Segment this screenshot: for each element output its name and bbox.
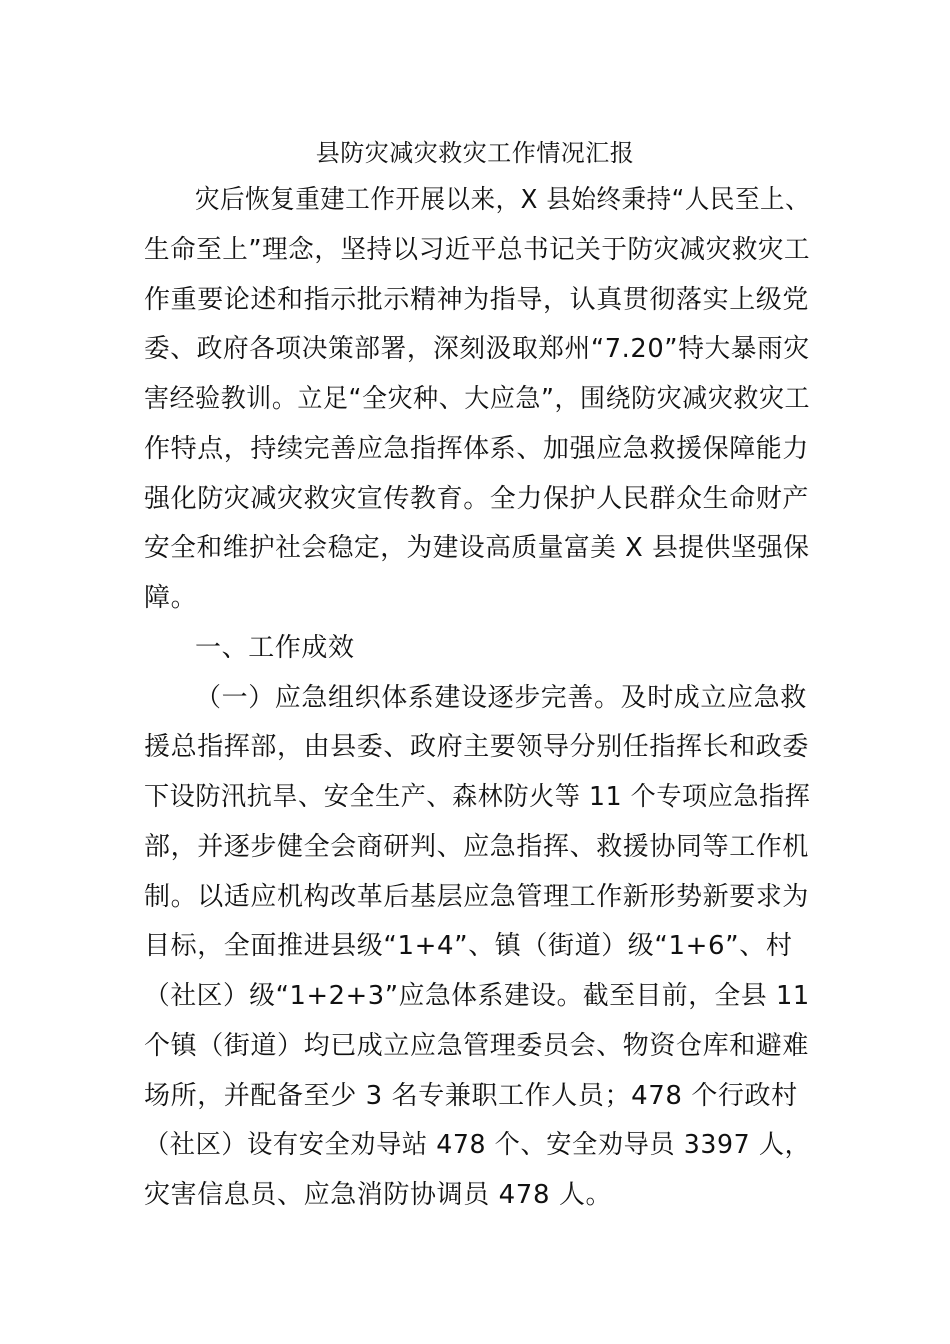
paragraph-line: 强化防灾减灾救灾宣传教育。全力保护人民群众生命财产 <box>144 484 810 514</box>
paragraph-line: 安全和维护社会稳定，为建设高质量富美 X 县提供坚强保 <box>144 533 810 563</box>
paragraph-line: 障。 <box>144 583 198 613</box>
paragraph-line: 灾害信息员、应急消防协调员 478 人。 <box>144 1180 613 1210</box>
paragraph-line: （社区）设有安全劝导站 478 个、安全劝导员 3397 人， <box>144 1130 811 1160</box>
paragraph-line: 作重要论述和指示批示精神为指导，认真贯彻落实上级党 <box>144 285 810 315</box>
paragraph-line: 下设防汛抗旱、安全生产、森林防火等 11 个专项应急指挥 <box>144 782 811 812</box>
paragraph-line: （一）应急组织体系建设逐步完善。及时成立应急救 <box>195 683 807 713</box>
paragraph-line: 援总指挥部，由县委、政府主要领导分别任指挥长和政委 <box>144 732 810 762</box>
paragraph-line: 场所，并配备至少 3 名专兼职工作人员；478 个行政村 <box>144 1081 798 1111</box>
paragraph-line: 委、政府各项决策部署，深刻汲取郑州“7.20”特大暴雨灾 <box>144 334 810 364</box>
paragraph-line: 作特点，持续完善应急指挥体系、加强应急救援保障能力 <box>144 434 810 464</box>
paragraph-line: 目标，全面推进县级“1+4”、镇（街道）级“1+6”、村 <box>144 931 793 961</box>
section-heading: 一、工作成效 <box>195 633 355 663</box>
paragraph-line: （社区）级“1+2+3”应急体系建设。截至目前，全县 11 <box>144 981 810 1011</box>
paragraph-line: 制。以适应机构改革后基层应急管理工作新形势新要求为 <box>144 882 810 912</box>
paragraph-line: 个镇（街道）均已成立应急管理委员会、物资仓库和避难 <box>144 1031 810 1061</box>
paragraph-line: 部，并逐步健全会商研判、应急指挥、救援协同等工作机 <box>144 832 810 862</box>
paragraph-line: 灾后恢复重建工作开展以来，X 县始终秉持“人民至上、 <box>195 185 811 215</box>
document-title: 县防灾减灾救灾工作情况汇报 <box>315 139 635 167</box>
paragraph-line: 生命至上”理念，坚持以习近平总书记关于防灾减灾救灾工 <box>144 235 811 265</box>
paragraph-line: 害经验教训。立足“全灾种、大应急”，围绕防灾减灾救灾工 <box>144 384 811 414</box>
